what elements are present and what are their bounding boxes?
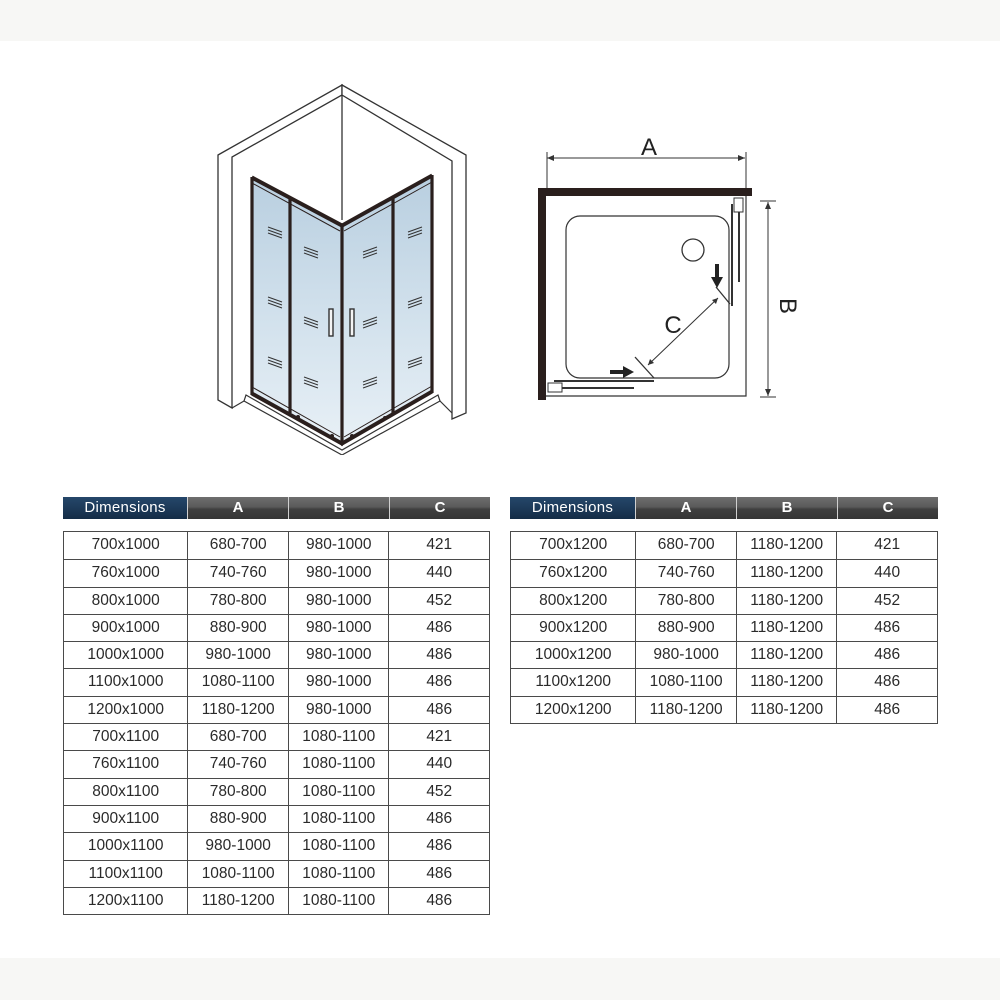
cell-dimensions: 1000x1000 (64, 642, 188, 668)
cell-dimensions: 900x1200 (511, 615, 636, 641)
cell-a: 780-800 (188, 779, 289, 805)
cell-b: 1180-1200 (737, 532, 838, 559)
cell-b: 1080-1100 (289, 724, 390, 750)
table-body (510, 531, 938, 724)
header-c: C (838, 497, 938, 519)
table-row (511, 668, 937, 695)
cell-a: 1180-1200 (636, 697, 737, 723)
cell-dimensions: 1100x1000 (64, 669, 188, 695)
bottom-band (0, 958, 1000, 1000)
table-row (64, 750, 489, 777)
cell-b: 1180-1200 (737, 615, 838, 641)
cell-b: 980-1000 (289, 697, 390, 723)
cell-dimensions: 1000x1200 (511, 642, 636, 668)
cell-dimensions: 800x1200 (511, 588, 636, 614)
table-row (64, 614, 489, 641)
cell-c: 452 (874, 591, 901, 609)
cell-dimensions: 900x1100 (64, 806, 188, 832)
cell-dimensions: 800x1000 (64, 588, 188, 614)
cell-dimensions: 760x1100 (64, 751, 188, 777)
table-row (64, 723, 489, 750)
svg-text:A: A (640, 134, 658, 161)
cell-dimensions: 1100x1100 (64, 861, 188, 887)
cell-c: 421 (874, 536, 901, 553)
cell-c: 486 (426, 618, 453, 636)
header-b: B (289, 497, 390, 519)
dimensions-table-1200 (510, 497, 938, 724)
cell-c: 440 (426, 564, 453, 582)
cell-dimensions: 800x1100 (64, 779, 188, 805)
cell-c: 452 (426, 782, 453, 800)
svg-text:B: B (774, 298, 800, 315)
cell-a: 1080-1100 (636, 669, 737, 695)
table-row (64, 668, 489, 695)
cell-b: 1180-1200 (737, 669, 838, 695)
cell-dimensions: 760x1200 (511, 560, 636, 586)
cell-b: 1080-1100 (289, 806, 390, 832)
cell-a: 740-760 (188, 560, 289, 586)
cell-c: 486 (874, 673, 901, 691)
table-header (63, 497, 490, 519)
cell-b: 980-1000 (289, 669, 390, 695)
cell-a: 780-800 (636, 588, 737, 614)
cell-b: 980-1000 (289, 588, 390, 614)
table-row (511, 587, 937, 614)
table-row (64, 778, 489, 805)
cell-b: 1080-1100 (289, 833, 390, 859)
cell-a: 740-760 (636, 560, 737, 586)
cell-b: 1180-1200 (737, 642, 838, 668)
cell-c: 486 (426, 837, 453, 855)
table-row (64, 805, 489, 832)
table-row (64, 559, 489, 586)
cell-a: 680-700 (188, 532, 289, 559)
cell-a: 1080-1100 (188, 861, 289, 887)
svg-text:C: C (664, 312, 682, 339)
cell-a: 880-900 (188, 806, 289, 832)
cell-a: 980-1000 (188, 642, 289, 668)
header-dimensions: Dimensions (63, 497, 188, 519)
dimensions-table-1000-1100 (63, 497, 490, 915)
cell-c: 486 (426, 673, 453, 691)
cell-c: 486 (426, 809, 453, 827)
cell-c: 452 (426, 591, 453, 609)
table-header (510, 497, 938, 519)
cell-b: 1080-1100 (289, 861, 390, 887)
cell-a: 880-900 (188, 615, 289, 641)
cell-c: 486 (874, 646, 901, 664)
table-row (64, 887, 489, 914)
cell-b: 980-1000 (289, 615, 390, 641)
cell-dimensions: 700x1000 (64, 532, 188, 559)
cell-dimensions: 700x1100 (64, 724, 188, 750)
cell-a: 980-1000 (636, 642, 737, 668)
cell-a: 1080-1100 (188, 669, 289, 695)
plan-view-drawing (530, 130, 800, 410)
cell-a: 680-700 (636, 532, 737, 559)
cell-c: 486 (874, 618, 901, 636)
table-row (64, 532, 489, 559)
header-a: A (188, 497, 289, 519)
cell-a: 1180-1200 (188, 697, 289, 723)
cell-b: 1180-1200 (737, 560, 838, 586)
header-dimensions: Dimensions (510, 497, 636, 519)
table-row (511, 641, 937, 668)
cell-dimensions: 1000x1100 (64, 833, 188, 859)
cell-b: 980-1000 (289, 560, 390, 586)
table-body (63, 531, 490, 915)
cell-c: 421 (426, 536, 453, 553)
cell-a: 780-800 (188, 588, 289, 614)
cell-b: 1080-1100 (289, 779, 390, 805)
cell-dimensions: 700x1200 (511, 532, 636, 559)
cell-c: 440 (426, 755, 453, 773)
table-row (511, 532, 937, 559)
cell-c: 486 (426, 700, 453, 718)
cell-c: 486 (426, 646, 453, 664)
cell-dimensions: 900x1000 (64, 615, 188, 641)
cell-b: 1180-1200 (737, 588, 838, 614)
cell-c: 421 (426, 728, 453, 746)
cell-c: 486 (426, 891, 453, 909)
table-row (64, 641, 489, 668)
table-row (64, 696, 489, 723)
cell-b: 1080-1100 (289, 888, 390, 914)
cell-c: 486 (874, 700, 901, 718)
cell-a: 880-900 (636, 615, 737, 641)
table-row (511, 614, 937, 641)
cell-b: 1180-1200 (737, 697, 838, 723)
table-row (64, 587, 489, 614)
header-c: C (390, 497, 490, 519)
cell-c: 486 (426, 864, 453, 882)
table-row (64, 832, 489, 859)
cell-c: 440 (874, 564, 901, 582)
cell-dimensions: 1200x1200 (511, 697, 636, 723)
top-band (0, 0, 1000, 41)
cell-dimensions: 760x1000 (64, 560, 188, 586)
cell-dimensions: 1200x1000 (64, 697, 188, 723)
table-row (511, 559, 937, 586)
table-row (64, 860, 489, 887)
cell-b: 980-1000 (289, 642, 390, 668)
header-b: B (737, 497, 838, 519)
header-a: A (636, 497, 737, 519)
cell-a: 680-700 (188, 724, 289, 750)
cell-b: 1080-1100 (289, 751, 390, 777)
cell-dimensions: 1200x1100 (64, 888, 188, 914)
isometric-shower-drawing (200, 75, 490, 455)
table-row (511, 696, 937, 723)
cell-a: 1180-1200 (188, 888, 289, 914)
cell-a: 980-1000 (188, 833, 289, 859)
cell-b: 980-1000 (289, 532, 390, 559)
cell-dimensions: 1100x1200 (511, 669, 636, 695)
cell-a: 740-760 (188, 751, 289, 777)
